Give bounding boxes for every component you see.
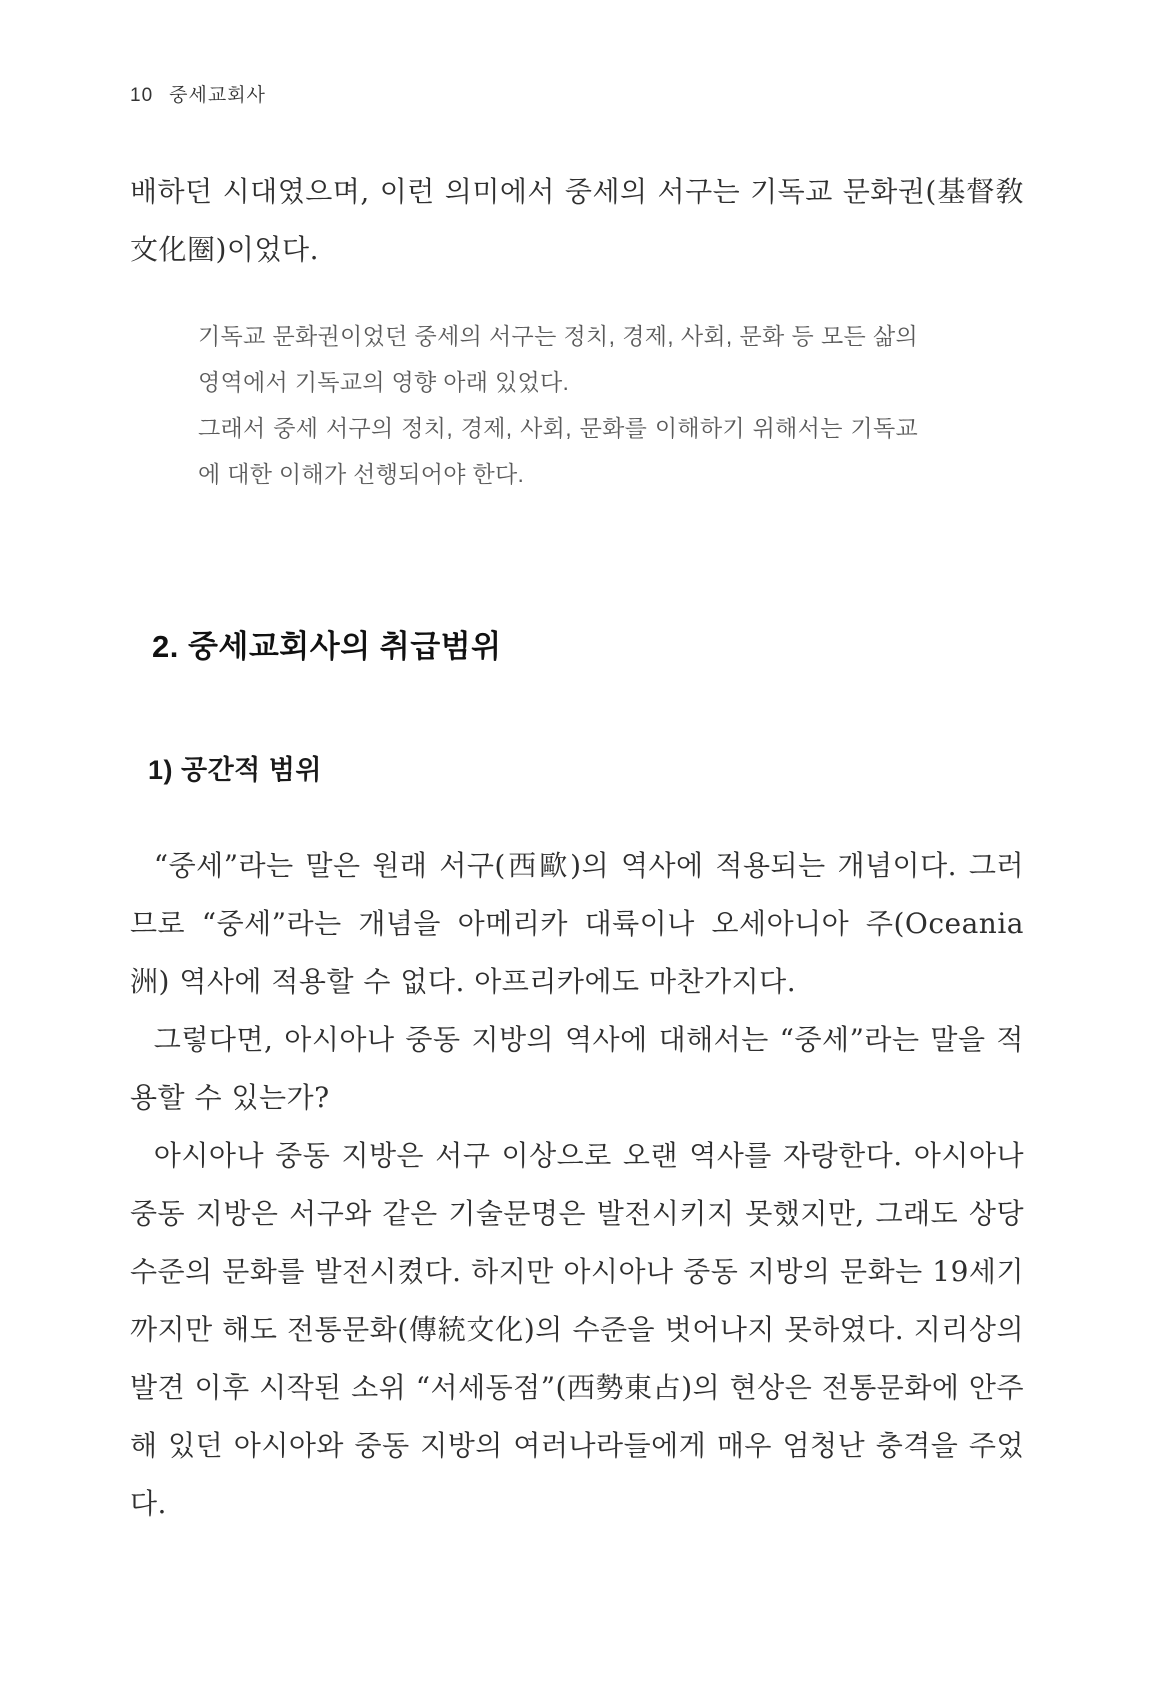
intro-paragraph [130,163,1024,279]
body-text [130,837,1024,1533]
quote-paragraph: 그래서 중세 서구의 정치, 경제, 사회, 문화를 이해하기 위해서는 기독교에 대한 이해가 선행되어야 한다. [198,415,918,487]
page-number: 10 [130,85,154,106]
section-heading: 2. 중세교회사의 취급범위 [152,629,502,664]
running-title: 중세교회사 [169,85,266,106]
block-quote [198,313,918,497]
body-paragraph: “중세”라는 말은 원래 서구(西歐)의 역사에 적용되는 개념이다. 그러므로 “중세”라는 개념을 아메리카 대륙이나 오세아니아 주(Oceania 洲) 역사에 적용할 수 없다. 아프리카에도 마찬가지다. [130,849,1024,998]
body-paragraph: 그렇다면, 아시아나 중동 지방의 역사에 대해서는 “중세”라는 말을 적용할 수 있는가? [130,1023,1024,1114]
body-paragraph: 아시아나 중동 지방은 서구 이상으로 오랜 역사를 자랑한다. 아시아나 중동 지방은 서구와 같은 기술문명은 발전시키지 못했지만, 그래도 상당 수준의 문화를 발전시켰다. 하지만 아시아나 중동 지방의 문화는 19세기까지만 해도 전통문화(傳統文化)의 수준을 벗어나지 못하였다. 지리상의 발견 이후 시작된 소위 “서세동점”(西勢東占)의 현상은 전통문화에 안주해 있던 아시아와 중동 지방의 여러나라들에게 매우 엄청난 충격을 주었다. [130,1139,1024,1520]
intro-paragraph-text: 배하던 시대였으며, 이런 의미에서 중세의 서구는 기독교 문화권(基督敎 文化圈)이었다. [130,175,1024,266]
subsection-heading: 1) 공간적 범위 [148,755,322,785]
running-head [130,80,1024,107]
quote-paragraph: 기독교 문화권이었던 중세의 서구는 정치, 경제, 사회, 문화 등 모든 삶의 영역에서 기독교의 영향 아래 있었다. [198,323,918,395]
